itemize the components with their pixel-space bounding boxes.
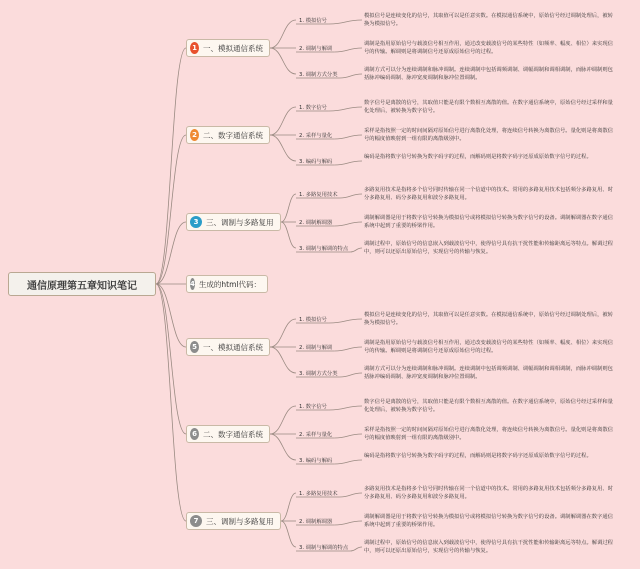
subtopic-label[interactable]: 3. 编码与解码 bbox=[299, 458, 333, 464]
number-badge: 7 bbox=[190, 515, 202, 527]
subtopic-label[interactable]: 2. 调制解调器 bbox=[299, 519, 333, 525]
note-line bbox=[329, 319, 362, 323]
sub-branch-line bbox=[270, 48, 296, 74]
subtopic-label[interactable]: 2. 采样与量化 bbox=[299, 133, 333, 139]
note-text: 数字信号是离散的信号，其取值只能是有限个数相互离散的值。在数字通信系统中，原始信号经过采样和量化处理后，被转换为数字信号。 bbox=[364, 100, 613, 114]
note-text: 调制过程中，原始信号的信息嵌入到载波信号中，使得信号具有抗干扰性能和传输距离远等特点。解调过程中，则可以还原出原始信号，实现信号的传输与恢复。 bbox=[364, 241, 613, 255]
note-line bbox=[334, 222, 362, 226]
subtopic-label[interactable]: 2. 采样与量化 bbox=[299, 432, 333, 438]
sub-branch-line bbox=[281, 493, 296, 521]
note-text: 编码是指将数字信号转换为数字码字的过程，而解码则是将数字码字还原成原始数字信号的过程。 bbox=[364, 453, 592, 459]
topic-title: 一、模拟通信系统 bbox=[203, 43, 263, 53]
note-text: 调制解调器是用于将数字信号转换为模拟信号或将模拟信号转换为数字信号的设备。调制解调器在数字通信系统中起到了重要的桥梁作用。 bbox=[364, 514, 613, 528]
note-text: 数字信号是离散的信号，其取值只能是有限个数相互离散的值。在数字通信系统中，原始信号经过采样和量化处理后，被转换为数字信号。 bbox=[364, 399, 613, 413]
subtopic-label[interactable]: 1. 模拟信号 bbox=[299, 317, 327, 323]
sub-branch-line bbox=[270, 319, 296, 347]
topic-title: 一、模拟通信系统 bbox=[203, 342, 263, 352]
branch-line bbox=[156, 284, 186, 521]
number-badge: 6 bbox=[190, 428, 199, 440]
note-line bbox=[329, 406, 362, 410]
sub-branch-line bbox=[270, 434, 296, 460]
subtopic-label[interactable]: 1. 多路复用技术 bbox=[299, 192, 338, 198]
sub-branch-line bbox=[270, 347, 296, 373]
sub-branch-line bbox=[281, 521, 296, 547]
subtopic-label[interactable]: 3. 调制方式分类 bbox=[299, 371, 338, 377]
topic-node-1[interactable] bbox=[186, 39, 270, 57]
topic-title: 三、调制与多路复用 bbox=[206, 217, 274, 227]
note-text: 调制方式可以分为连续调制和脉冲调制。连续调制中包括调频调制、调幅调制和调相调制，而脉冲调制则包括脉冲编码调制、脉冲宽度调制和脉冲位置调制。 bbox=[364, 366, 613, 380]
note-line bbox=[350, 547, 362, 551]
note-text: 采样是指按照一定的时间间隔对原始信号进行离散化处理，将连续信号转换为离散信号。量化则是将离散信号的幅度值映射到一组有限的离散级别中。 bbox=[364, 427, 613, 441]
note-line bbox=[334, 161, 362, 165]
subtopic-label[interactable]: 1. 模拟信号 bbox=[299, 18, 327, 24]
topic-title: 三、调制与多路复用 bbox=[206, 516, 274, 526]
note-line bbox=[340, 194, 362, 198]
subtopic-label[interactable]: 2. 调制解调器 bbox=[299, 220, 333, 226]
note-text: 多路复用技术是指将多个信号同时传输在同一个信道中的技术。常用的多路复用技术包括频分多路复用、时分多路复用、码分多路复用和波分多路复用。 bbox=[364, 187, 613, 201]
sub-branch-line bbox=[270, 406, 296, 434]
note-line bbox=[340, 74, 362, 78]
note-text: 调制方式可以分为连续调制和脉冲调制。连续调制中包括调频调制、调幅调制和调相调制，而脉冲调制则包括脉冲编码调制、脉冲宽度调制和脉冲位置调制。 bbox=[364, 67, 613, 81]
note-text: 调制解调器是用于将数字信号转换为模拟信号或将模拟信号转换为数字信号的设备。调制解调器在数字通信系统中起到了重要的桥梁作用。 bbox=[364, 215, 613, 229]
topic-node-4[interactable] bbox=[186, 275, 268, 293]
sub-branch-line bbox=[270, 107, 296, 135]
note-line bbox=[340, 493, 362, 497]
branch-line bbox=[156, 48, 186, 284]
subtopic-label[interactable]: 1. 数字信号 bbox=[299, 404, 327, 410]
note-text: 调制是指用原始信号与载波信号相互作用，通过改变载波信号的某些特性（如频率、幅度、相位）来实现信号的传输。解调则是将调制信号还原成原始信号的过程。 bbox=[364, 340, 613, 354]
note-line bbox=[334, 521, 362, 525]
number-badge: 1 bbox=[190, 42, 199, 54]
topic-node-6[interactable] bbox=[186, 425, 270, 443]
subtopic-label[interactable]: 2. 调制与解调 bbox=[299, 46, 333, 52]
number-badge: 3 bbox=[190, 216, 202, 228]
topic-title: 生成的html代码： bbox=[198, 279, 261, 289]
note-line bbox=[334, 135, 362, 139]
topic-title: 二、数字通信系统 bbox=[203, 429, 263, 439]
note-text: 调制是指用原始信号与载波信号相互作用，通过改变载波信号的某些特性（如频率、幅度、相位）来实现信号的传输。解调则是将调制信号还原成原始信号的过程。 bbox=[364, 41, 613, 55]
note-text: 多路复用技术是指将多个信号同时传输在同一个信道中的技术。常用的多路复用技术包括频分多路复用、时分多路复用、码分多路复用和波分多路复用。 bbox=[364, 486, 613, 500]
subtopic-label[interactable]: 2. 调制与解调 bbox=[299, 345, 333, 351]
note-line bbox=[329, 107, 362, 111]
note-text: 调制过程中，原始信号的信息嵌入到载波信号中，使得信号具有抗干扰性能和传输距离远等特点。解调过程中，则可以还原出原始信号，实现信号的传输与恢复。 bbox=[364, 540, 613, 554]
sub-branch-line bbox=[270, 20, 296, 48]
sub-branch-line bbox=[281, 194, 296, 222]
branch-line bbox=[156, 135, 186, 284]
subtopic-label[interactable]: 1. 多路复用技术 bbox=[299, 491, 338, 497]
branch-line bbox=[156, 284, 186, 434]
note-line bbox=[334, 347, 362, 351]
note-line bbox=[334, 48, 362, 52]
subtopic-label[interactable]: 1. 数字信号 bbox=[299, 105, 327, 111]
note-text: 模拟信号是连续变化的信号，其取值可以是任意实数。在模拟通信系统中，原始信号经过调制处理后，被转换为模拟信号。 bbox=[364, 312, 613, 326]
number-badge: 5 bbox=[190, 341, 199, 353]
topic-node-5[interactable] bbox=[186, 338, 270, 356]
subtopic-label[interactable]: 3. 编码与解码 bbox=[299, 159, 333, 165]
topic-node-2[interactable] bbox=[186, 126, 270, 144]
sub-branch-line bbox=[281, 222, 296, 248]
note-line bbox=[329, 20, 362, 24]
topic-node-3[interactable] bbox=[186, 213, 281, 231]
sub-branch-line bbox=[270, 135, 296, 161]
note-line bbox=[350, 248, 362, 252]
number-badge: 4 bbox=[190, 280, 195, 288]
root-node[interactable]: 通信原理第五章知识笔记 bbox=[8, 272, 156, 296]
note-line bbox=[334, 460, 362, 464]
note-text: 模拟信号是连续变化的信号，其取值可以是任意实数。在模拟通信系统中，原始信号经过调制处理后，被转换为模拟信号。 bbox=[364, 13, 613, 27]
note-text: 采样是指按照一定的时间间隔对原始信号进行离散化处理，将连续信号转换为离散信号。量化则是将离散信号的幅度值映射到一组有限的离散级别中。 bbox=[364, 128, 613, 142]
subtopic-label[interactable]: 3. 调制方式分类 bbox=[299, 72, 338, 78]
topic-node-7[interactable] bbox=[186, 512, 281, 530]
number-badge: 2 bbox=[190, 129, 199, 141]
topic-title: 二、数字通信系统 bbox=[203, 130, 263, 140]
note-line bbox=[334, 434, 362, 438]
note-text: 编码是指将数字信号转换为数字码字的过程，而解码则是将数字码字还原成原始数字信号的过程。 bbox=[364, 154, 592, 160]
subtopic-label[interactable]: 3. 调制与解调的特点 bbox=[299, 246, 349, 252]
note-line bbox=[340, 373, 362, 377]
subtopic-label[interactable]: 3. 调制与解调的特点 bbox=[299, 545, 349, 551]
